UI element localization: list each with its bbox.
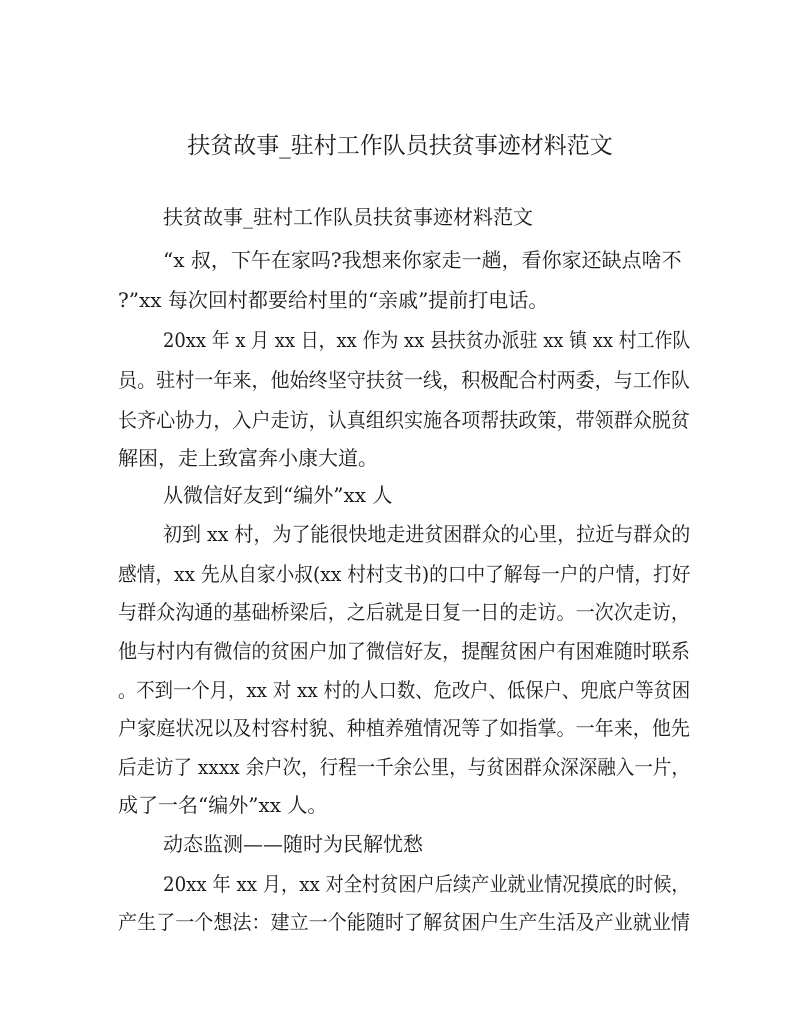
paragraph-line: 户家庭状况以及村容村貌、种植养殖情况等了如指掌。一年来，他先 <box>118 716 690 740</box>
paragraph-line: ?”xx 每次回村都要给村里的“亲戚”提前打电话。 <box>118 288 549 312</box>
paragraph-line: 20xx 年 x 月 xx 日，xx 作为 xx 县扶贫办派驻 xx 镇 xx 村工作队 <box>163 328 691 352</box>
paragraph-line: 。不到一个月，xx 对 xx 村的人口数、危改户、低保户、兜底户等贫困 <box>118 678 691 702</box>
subtitle-line: 扶贫故事_驻村工作队员扶贫事迹材料范文 <box>163 205 533 229</box>
paragraph-line: 20xx 年 xx 月，xx 对全村贫困户后续产业就业情况摸底的时候， <box>163 872 690 896</box>
paragraph-line: 初到 xx 村，为了能很快地走进贫困群众的心里，拉近与群众的 <box>163 522 691 546</box>
paragraph-line: 后走访了 xxxx 余户次，行程一千余公里，与贫困群众深深融入一片， <box>118 755 690 779</box>
document-title: 扶贫故事_驻村工作队员扶贫事迹材料范文 <box>187 133 613 159</box>
paragraph-line: 解困，走上致富奔小康大道。 <box>118 446 378 470</box>
paragraph-line: 与群众沟通的基础桥梁后，之后就是日复一日的走访。一次次走访， <box>118 600 690 624</box>
section-heading: 动态监测——随时为民解忧愁 <box>163 832 423 856</box>
paragraph-line: 他与村内有微信的贫困户加了微信好友，提醒贫困户有困难随时联系 <box>118 639 690 663</box>
paragraph-line: 产生了一个想法：建立一个能随时了解贫困户生产生活及产业就业情 <box>118 910 690 934</box>
paragraph-line: 长齐心协力，入户走访，认真组织实施各项帮扶政策，带领群众脱贫 <box>118 408 690 432</box>
paragraph-line: “x 叔，下午在家吗?我想来你家走一趟，看你家还缺点啥不 <box>163 248 682 272</box>
paragraph-line: 员。驻村一年来，他始终坚守扶贫一线，积极配合村两委，与工作队 <box>118 368 690 392</box>
section-heading: 从微信好友到“编外”xx 人 <box>163 483 393 507</box>
paragraph-line: 成了一名“编外”xx 人。 <box>118 793 328 817</box>
paragraph-line: 感情，xx 先从自家小叔(xx 村村支书)的口中了解每一户的户情，打好 <box>118 562 691 586</box>
